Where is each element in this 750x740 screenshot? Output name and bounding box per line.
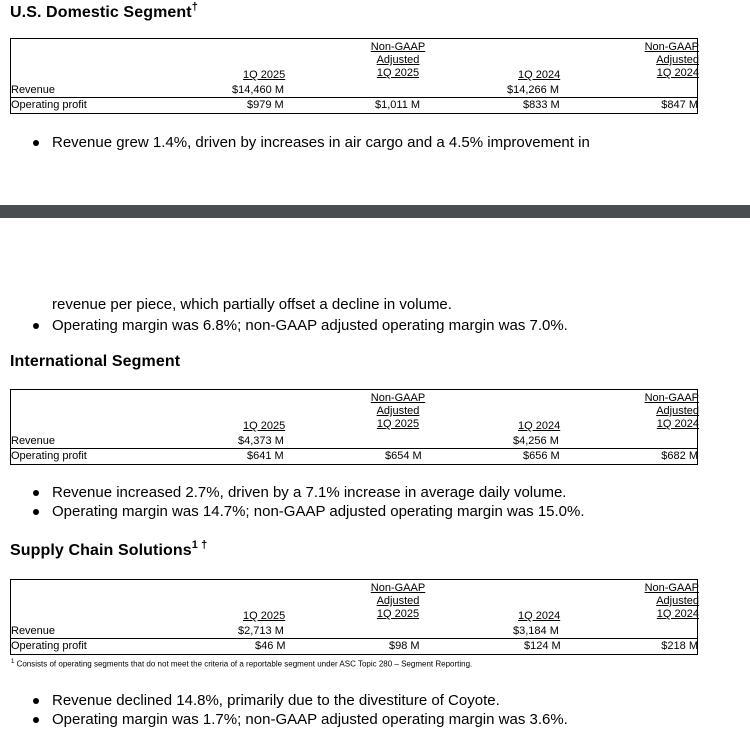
col-header-line: 1Q 2024 [656,418,699,430]
col-header-line: 1Q 2025 [376,67,420,79]
supply-chain-segment-title [10,539,208,560]
col-header-line: Non-GAAP [370,582,426,594]
supply-chain-col4-header [629,582,699,621]
col-header-line: Non-GAAP [644,392,699,404]
domestic-col2-header [363,41,433,80]
col-header-line: Adjusted [656,54,699,66]
international-col1-header: 1Q 2025 [243,420,286,432]
table-cell: $1,011 M [375,99,421,111]
table-cell: $656 M [523,450,560,462]
international-bullets [32,483,585,521]
supply-chain-col2-header [363,582,433,621]
domestic-segment-table [10,38,698,114]
table-cell: $14,266 M [507,84,559,96]
col-header-line: Adjusted [376,405,420,417]
col-header-line: 1Q 2025 [376,608,420,620]
table-cell: $3,184 M [513,625,559,637]
international-segment-table [10,389,698,465]
col-header-line: Adjusted [656,405,699,417]
list-item: Revenue grew 1.4%, driven by increases in air cargo and a 4.5% improvement in [32,133,590,152]
supply-chain-footnote [11,659,472,669]
table-row-label: Operating profit [11,450,87,462]
col-header-line: Non-GAAP [370,392,426,404]
col-header-line: 1Q 2025 [376,418,420,430]
col-header-line: Non-GAAP [370,41,426,53]
list-item: Operating margin was 1.7%; non-GAAP adjusted operating margin was 3.6%. [32,710,568,729]
col-header-line: Non-GAAP [644,41,699,53]
col-header-line: Adjusted [376,595,420,607]
table-row-label: Operating profit [11,99,87,111]
table-cell: $14,460 M [232,84,284,96]
domestic-title-text: U.S. Domestic Segment [10,4,192,21]
supply-chain-title-text: Supply Chain Solutions [10,542,192,559]
list-item: Operating margin was 6.8%; non-GAAP adjusted operating margin was 7.0%. [32,316,568,335]
domestic-col1-header: 1Q 2025 [243,69,286,81]
table-cell: $979 M [247,99,284,111]
domestic-bullets-bottom [32,316,568,335]
table-row-label: Revenue [11,84,56,96]
supply-chain-bullets [32,691,568,729]
table-cell: $98 M [389,640,420,652]
col-header-line: Adjusted [376,54,420,66]
table-cell: $2,713 M [238,625,284,637]
international-col4-header [629,392,699,431]
col-header-line: Adjusted [656,595,699,607]
table-cell: $654 M [385,450,422,462]
col-header-line: Non-GAAP [644,582,699,594]
international-title-text: International Segment [10,353,181,370]
table-cell: $218 M [661,640,698,652]
domestic-segment-title [10,1,198,22]
row-divider [11,638,697,639]
international-col2-header [363,392,433,431]
list-item: Revenue declined 14.8%, primarily due to the divestiture of Coyote. [32,691,568,710]
bullet-continuation: revenue per piece, which partially offset a decline in volume. [52,296,452,313]
list-item: Operating margin was 14.7%; non-GAAP adjusted operating margin was 15.0%. [32,502,585,521]
supply-chain-col1-header: 1Q 2025 [243,610,286,622]
table-cell: $4,373 M [238,435,284,447]
table-row-label: Revenue [11,435,56,447]
table-cell: $847 M [661,99,698,111]
table-row-label: Operating profit [11,640,87,652]
domestic-title-mark: † [191,1,198,13]
supply-chain-title-mark: 1 † [191,539,208,551]
table-cell: $46 M [255,640,286,652]
table-cell: $682 M [661,450,698,462]
international-col3-header: 1Q 2024 [518,420,561,432]
international-segment-title [10,353,180,371]
domestic-bullets-top [32,133,590,152]
table-cell: $4,256 M [513,435,559,447]
table-cell: $833 M [523,99,560,111]
domestic-col3-header: 1Q 2024 [518,69,561,81]
footnote-mark: 1 [11,659,15,665]
row-divider [11,97,697,98]
page-break-divider [0,205,750,218]
supply-chain-segment-table [10,579,698,655]
domestic-col4-header [629,41,699,80]
table-row-label: Revenue [11,625,56,637]
supply-chain-col3-header: 1Q 2024 [518,610,561,622]
table-cell: $641 M [247,450,284,462]
col-header-line: 1Q 2024 [656,608,699,620]
col-header-line: 1Q 2024 [656,67,699,79]
footnote-text: Consists of operating segments that do not meet the criteria of a reportable segment under ASC Topic 280 – Segment Reporting. [16,659,473,669]
table-cell: $124 M [524,640,561,652]
list-item: Revenue increased 2.7%, driven by a 7.1% increase in average daily volume. [32,483,585,502]
row-divider [11,448,697,449]
